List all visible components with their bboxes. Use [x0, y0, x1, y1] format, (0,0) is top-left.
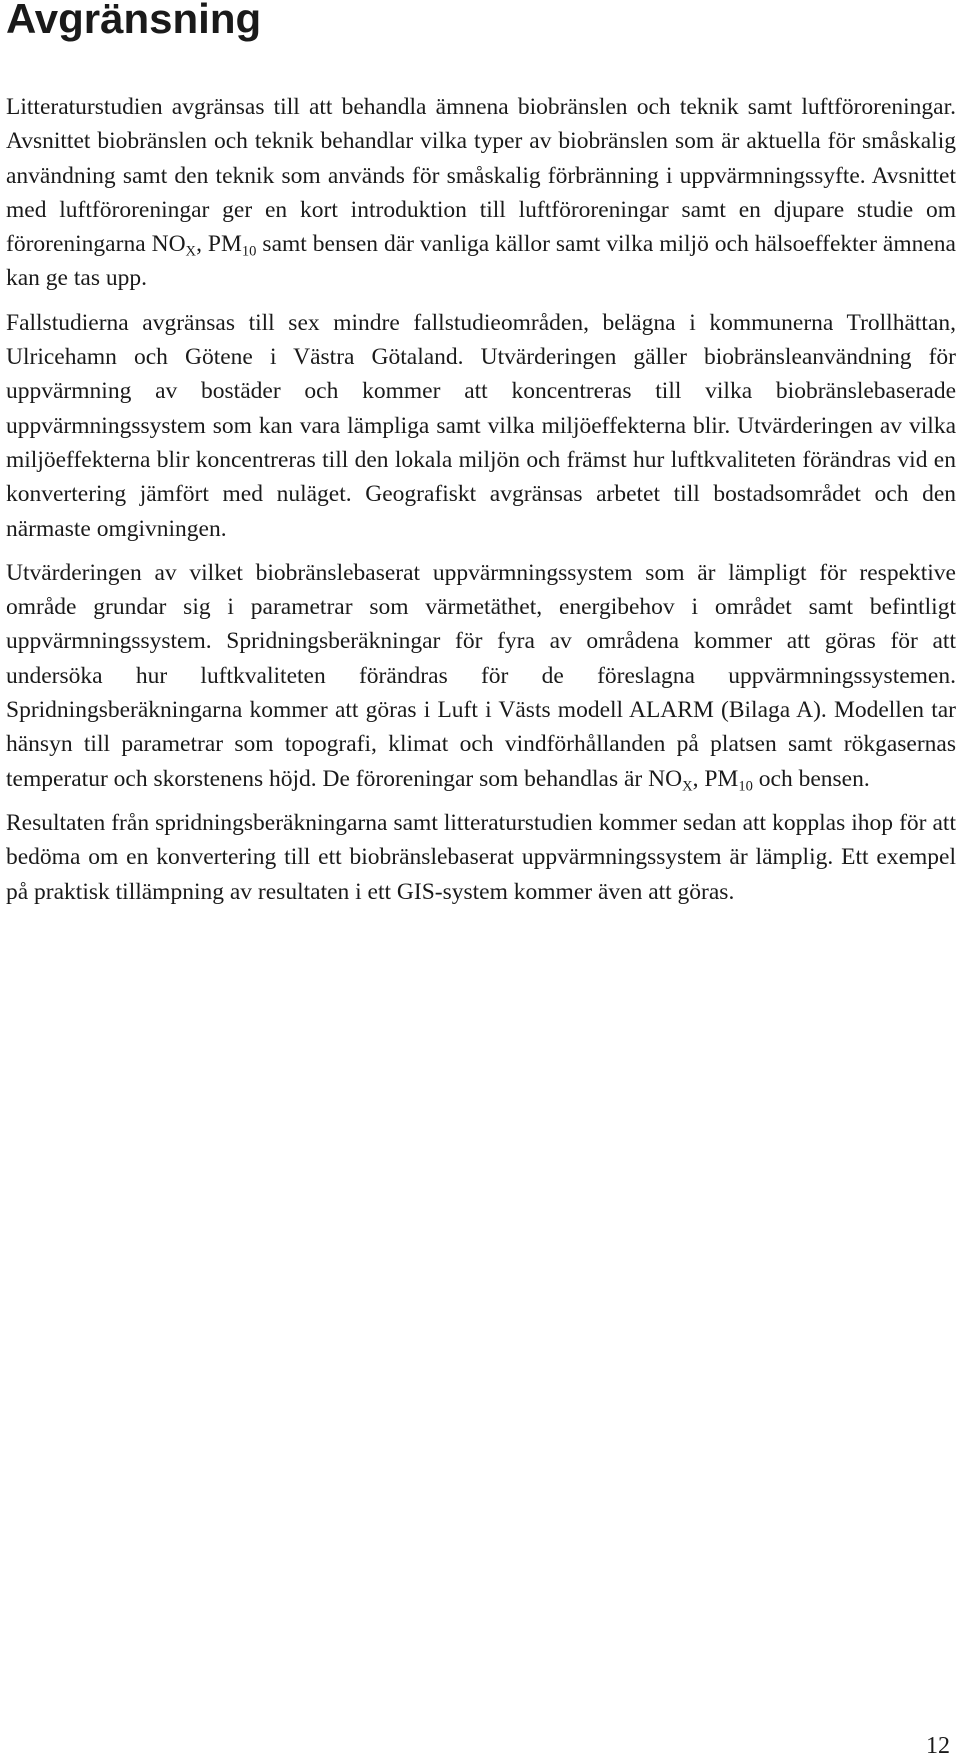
- subscript: X: [682, 778, 693, 795]
- paragraph-case-studies: Fallstudierna avgränsas till sex mindre fallstudieområden, belägna i kommunerna Trollhättan, Ulricehamn och Götene i Västra Götaland. Utvärderingen gäller biobränsleanvändning för uppvärmning av bostäder och kommer att koncentreras till vilka biobränslebaserade uppvärmningssystem som kan vara lämpliga samt vilka miljöeffekterna blir. Utvärderingen av vilka miljöeffekterna blir koncentreras till den lokala miljön och främst hur luftkvaliteten förändras vid en konvertering jämfört med nuläget. Geografiskt avgränsas arbetet till bostadsområdet och den närmaste omgivningen.: [6, 309, 956, 542]
- text-run: och bensen.: [752, 765, 870, 792]
- body-text: [6, 90, 956, 919]
- text-run: Litteraturstudien avgränsas till att behandla ämnena biobränslen och teknik samt luftföroreningar. Avsnittet biobränslen och teknik behandlar vilka typer av biobränslen som är aktuella för småskalig användning samt den teknik som används för småskalig förbränning i uppvärmningssyfte. Avsnittet med luftföroreningar ger en kort introduktion till luftföroreningar samt en djupare studie om föroreningarna NO: [6, 94, 956, 258]
- subscript: 10: [738, 778, 753, 795]
- page-number: 12: [926, 1733, 950, 1759]
- text-run: Utvärderingen av vilket biobränslebaserat uppvärmningssystem som är lämpligt för respektive område grundar sig i parametrar som värmetäthet, energibehov i området samt befintligt uppvärmningssystem. Spridningsberäkningar för fyra av områdena kommer att göras för att undersöka hur luftkvaliteten förändras för de föreslagna uppvärmningssystemen. Spridningsberäkningarna kommer att göras i Luft i Västs modell ALARM (Bilaga A). Modellen tar hänsyn till parametrar som topografi, klimat och vindförhållanden på platsen samt rökgasernas temperatur och skorstenens höjd. De föroreningar som behandlas är NO: [6, 559, 956, 792]
- text-run: , PM: [692, 765, 739, 792]
- paragraph-evaluation: [6, 556, 956, 796]
- text-run: samt bensen där vanliga källor samt vilka miljö och hälsoeffekter ämnena kan ge tas upp.: [6, 231, 956, 292]
- text-run: , PM: [196, 231, 242, 258]
- paragraph-results: Resultaten från spridningsberäkningarna samt litteraturstudien kommer sedan att kopplas ihop för att bedöma om en konvertering till ett biobränslebaserat uppvärmningssystem är lämplig. Ett exempel på praktisk tillämpning av resultaten i ett GIS-system kommer även att göras.: [6, 809, 956, 905]
- subscript: X: [185, 243, 197, 260]
- subscript: 10: [241, 243, 257, 260]
- paragraph-scope-literature: [6, 90, 956, 296]
- section-heading: Avgränsning: [6, 0, 262, 42]
